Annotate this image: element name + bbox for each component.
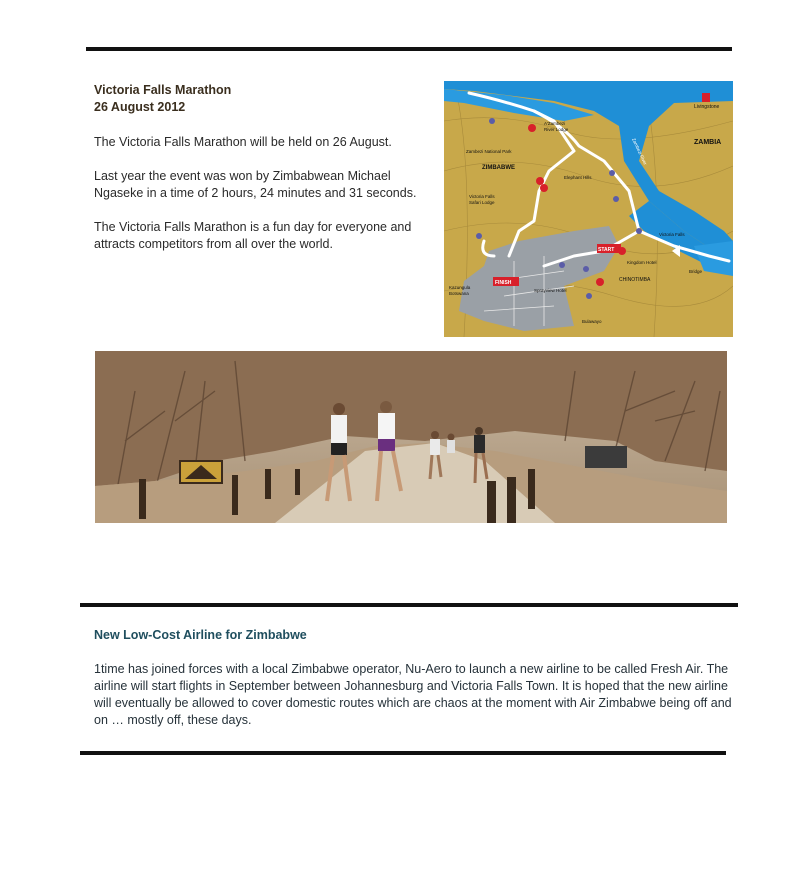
bottom-divider	[80, 751, 726, 755]
map-label: Safari Lodge	[469, 200, 495, 205]
marathon-route-map	[444, 81, 733, 337]
map-label: ZAMBIA	[694, 139, 722, 146]
map-label: Bridge	[689, 269, 703, 274]
airline-article	[94, 627, 734, 729]
map-label: START	[598, 247, 615, 253]
top-divider	[86, 47, 732, 51]
map-label: Victoria Falls	[469, 194, 495, 199]
map-label: ZIMBABWE	[482, 165, 515, 171]
marathon-paragraph: The Victoria Falls Marathon is a fun day for everyone and attracts competitors from all over the world.	[94, 220, 412, 251]
marathon-paragraph: The Victoria Falls Marathon will be held on 26 August.	[94, 135, 392, 149]
airline-heading: New Low-Cost Airline for Zimbabwe	[94, 628, 307, 642]
map-label: Zambezi National Park	[466, 149, 512, 154]
map-label: Elephant Hills	[564, 175, 592, 180]
marathon-article	[94, 82, 434, 270]
marathon-title: Victoria Falls Marathon	[94, 83, 232, 97]
map-label: CHINOTIMBA	[619, 277, 651, 283]
map-label: Kingdom Hotel	[627, 260, 657, 265]
map-label: Botswana	[449, 291, 469, 296]
marathon-date: 26 August 2012	[94, 100, 186, 114]
map-label: A'Zambezi	[544, 121, 566, 126]
marathon-paragraph: Last year the event was won by Zimbabwean Michael Ngaseke in a time of 2 hours, 24 minutes and 31 seconds.	[94, 169, 417, 200]
middle-divider	[80, 603, 738, 607]
map-label: Kazungula	[449, 285, 471, 290]
map-label: FINISH	[495, 280, 512, 286]
map-label: Sprayview Hotel	[534, 288, 567, 293]
map-label: Victoria Falls	[659, 232, 685, 237]
map-label: Livingstone	[694, 104, 720, 110]
map-label: River Lodge	[544, 127, 569, 132]
airline-body: 1time has joined forces with a local Zimbabwe operator, Nu-Aero to launch a new airline to be called Fresh Air. The airline will start flights in September between Johannesburg and Victoria Falls Town. It is hoped that the new airline will eventually be allowed to cover domestic routes which are chaos at the moment with Air Zimbabwe being off and on … mostly off, these days.	[94, 662, 732, 727]
marathon-runners-photo	[95, 351, 727, 523]
map-label: Zambezi River	[631, 137, 648, 166]
map-label: Bulawayo	[582, 319, 602, 324]
